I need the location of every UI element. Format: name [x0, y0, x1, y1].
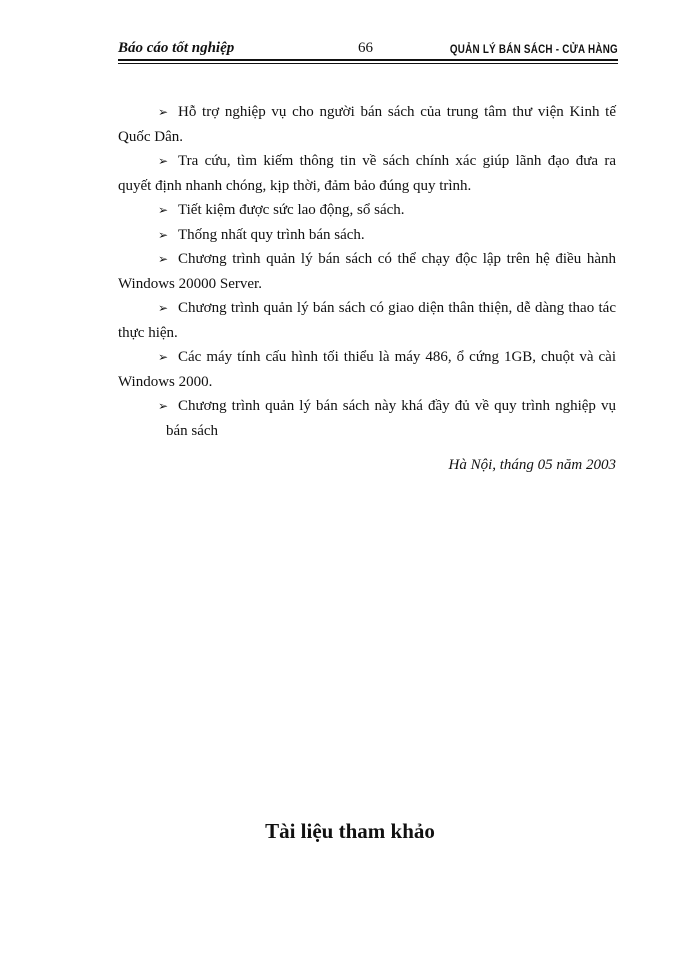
list-item-text: Chương trình quản lý bán sách có thể chạy độc lập trên hệ điều hành Windows 20000 Server.	[118, 251, 616, 292]
arrowhead-bullet-icon: ➢	[158, 399, 169, 413]
arrowhead-bullet-icon: ➢	[158, 301, 169, 315]
page-header	[118, 38, 618, 62]
header-left-title: Báo cáo tốt nghiệp	[118, 40, 235, 56]
list-item	[118, 394, 616, 443]
section-title: Tài liệu tham khảo	[265, 819, 435, 843]
header-right-title: QUẢN LÝ BÁN SÁCH - CỬA HÀNG	[449, 42, 618, 56]
list-item-text: Tra cứu, tìm kiếm thông tin về sách chính xác giúp lãnh đạo đưa ra quyết định nhanh chóng, kịp thời, đảm bảo đúng quy trình.	[118, 153, 616, 194]
arrowhead-bullet-icon: ➢	[158, 227, 169, 242]
arrowhead-bullet-icon: ➢	[158, 203, 169, 217]
list-item	[118, 223, 616, 248]
list-item-text: Các máy tính cấu hình tối thiểu là máy 486, ổ cứng 1GB, chuột và cài Windows 2000.	[118, 349, 616, 390]
arrowhead-bullet-icon: ➢	[158, 252, 169, 266]
list-item-text: Thống nhất quy trình bán sách.	[178, 226, 365, 243]
header-rule-thin	[118, 63, 618, 64]
list-item	[118, 296, 616, 345]
list-item-text: Chương trình quản lý bán sách này khá đầy đủ về quy trình nghiệp vụ bán sách	[166, 398, 616, 439]
list-item-text: Chương trình quản lý bán sách có giao diện thân thiện, dễ dàng thao tác thực hiện.	[118, 300, 616, 341]
arrowhead-bullet-icon: ➢	[158, 154, 169, 168]
list-item-text: Tiết kiệm được sức lao động, sổ sách.	[178, 202, 405, 218]
list-item-text: Hỗ trợ nghiệp vụ cho người bán sách của trung tâm thư viện Kinh tế Quốc Dân.	[118, 104, 616, 145]
bullet-list	[118, 100, 616, 443]
list-item	[118, 247, 616, 296]
arrowhead-bullet-icon: ➢	[158, 105, 169, 119]
list-item	[118, 149, 616, 198]
arrowhead-bullet-icon: ➢	[158, 350, 169, 364]
list-item	[118, 345, 616, 394]
date-line: Hà Nội, tháng 05 năm 2003	[448, 457, 616, 473]
page-number: 66	[358, 40, 373, 56]
list-item	[118, 198, 616, 223]
header-rule-thick	[118, 59, 618, 61]
list-item	[118, 100, 616, 149]
